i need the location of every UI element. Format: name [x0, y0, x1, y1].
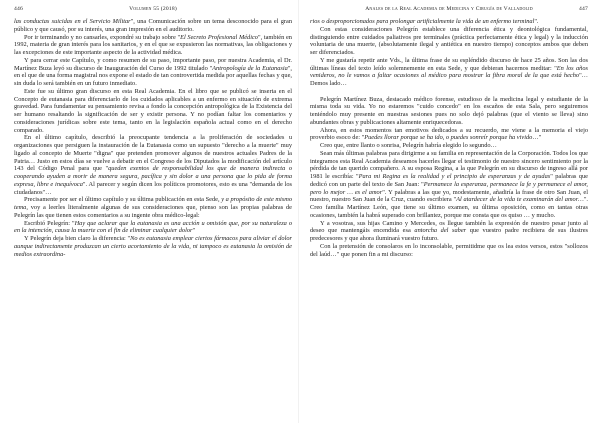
italic-text: y a propósito de este mismo tema — [14, 196, 292, 211]
text-run: Y a vosotras, sus hijas Camino y Mercedes, os llegue también la expresión de nuestro pesar junto al deseo que mantengáis encendida esa — [310, 219, 588, 235]
right-paragraph — [310, 142, 588, 150]
text-run: " palabras que dedicó con un parte del texto de San Juan: " — [310, 173, 588, 188]
left-paragraph — [14, 18, 292, 34]
text-run: Ahora, en estos momentos tan emotivos dedicados a su recuerdo, me viene a la memoria el viejo proverbio esoco de: " — [310, 126, 588, 142]
right-paragraph — [310, 243, 588, 259]
text-run: ". Y palabras a las que yo, modestamente, añadiría la frase de otro San Juan, el nuestro, nuestro San Juan de la Cruz, cuando escribiera " — [310, 188, 589, 204]
italic-text: Al atardecer de la vida te examinarán del amor… — [456, 196, 584, 204]
text-run: Este fue su último gran discurso en esta Real Academia. En el libro que se publicó se inserta en el Concepto de eutanasia para diferenciarlo de los cuidados aplicables a un enfermo en situación de extrema gravedad. Para fundamentar su pensamiento revisa a fondo la concepción antropológica de la Existencia del ser humano resaltando la significación de ser y existir persona. Y no podían faltar los comentarios y consideraciones jurídicas sobre este tema, tanto en la legislación española actual como en el derecho comparado. — [14, 87, 292, 134]
right-page-body — [310, 18, 588, 258]
left-paragraph — [14, 235, 292, 258]
left-paragraph — [14, 34, 292, 57]
text-run: Y me gustaría repetir ante Vds., la última frase de su espléndido discurso de hace 25 años. Son las dos últimas líneas del texto leído solemnemente en esta Sede, y que debieran hacernos meditar: " — [310, 56, 588, 72]
italic-text: En los años venideros, no le vamos a faltar ocasiones al médico para mostrar la fibra moral de la que está hecho — [310, 64, 588, 80]
left-running-head: Volumen 55 (2018) — [129, 6, 177, 12]
italic-text: El Secreto Profesional Médico — [180, 33, 258, 41]
left-page-number: 446 — [14, 6, 23, 12]
right-paragraph — [310, 26, 588, 57]
text-run: Con estas consideraciones Pelegrín establece una diferencia ética y deontológica fundamental, distinguiendo entre cuidados paliativos pre terminales (práctica perfectamente ética y legal) y la inducción voluntaria de una muerte, (absolutamente ilegal y antiética en nuestro tiempo) conceptos ambos que deben ser diferenciados. — [310, 25, 588, 56]
gutter — [298, 0, 299, 423]
text-run: que vuestro padre recibiera de sus ilustres predecesores y que ahora iluminará vuestro futuro. — [310, 227, 588, 242]
left-page-body — [14, 18, 292, 258]
italic-text: Puedes llorar porque se ha ido, o puedes sonreír porque ha vivido — [364, 134, 533, 142]
right-page — [310, 0, 588, 423]
italic-text: Hay que aclarar que la eutanasia es una acción u omisión que, por su naturaleza o en la intención, causa la muerte con el fin de eliminar cualquier dolor — [14, 219, 292, 235]
text-run: Precisamente por ser el último capítulo y su última publicación en esta Sede, — [24, 196, 222, 204]
italic-text: No es eutanasia emplear ciertos fármacos para aliviar el dolor aunque indirectamente produzcan un cierto acortamiento de la vida, ni tampoco es eutanasia la omisión de medios extraordina- — [14, 235, 292, 258]
text-run: Pelegrín Martínez Buza, destacado médico forense, estudioso de la medicina legal y estudiante de la misma toda su vida. Yo no estaremos "cuido concedo" en los escaños de esta Sala, pero seguiremos teniéndolo muy presente en nuestras sesiones pues no solo dejó palabras (que el viento se lleva) sino abundantes obras y publicaciones altamente enriquecedoras. — [310, 95, 588, 126]
text-run: Creo que, entre llanto o sonrisa, Pelegrín habría elegido lo segundo… — [320, 142, 497, 149]
right-paragraph — [310, 220, 588, 243]
right-page-header — [310, 0, 588, 18]
right-paragraph — [310, 127, 588, 143]
text-run: Por ir terminando y no cansarles, expondré su trabajo sobre " — [24, 33, 181, 41]
text-run: ", una Comunicación sobre un tema desconocido para el gran público y que causó, por su interés, una gran impresión en el auditorio. — [14, 18, 292, 33]
text-run: Sean más últimas palabras para dirigirme a su familia en representación de la Corporación. Todos los que integramos esta Real Academia deseamos hacerles llegar el testimonio de nuestro sincero sentimiento por la pérdida de tan querido compañero. A su esposa Regina, a la que Pelegrín en su discurso de ingreso allá por 1981 le escribía: " — [310, 149, 588, 180]
right-paragraph — [310, 96, 588, 127]
left-paragraph — [14, 196, 292, 219]
italic-text: Para mi Regina es la realidad y el principio de esperanzas y de ayudas — [358, 173, 551, 180]
italic-text: Antropología de la Eutanasia — [212, 64, 288, 72]
text-run: Y Pelegrín deja bien claro la diferencia: " — [24, 235, 131, 242]
text-run: , voy a leerles literalmente algunas de sus consideraciones que, pienso son las propias palabras de Pelegrín las que tienen estos comentarios a su ingente obra médico-legal: — [14, 204, 292, 219]
left-page-header — [14, 0, 292, 18]
italic-text: las conductas suicidas en el Servicio Militar — [14, 18, 131, 25]
text-run: ", también en 1992, materia de gran interés para los sanitarios, y en el que se expusieron las normativas, las obligaciones y las excepciones de este importante aspecto de la actividad médica. — [14, 33, 292, 56]
text-run: "…Demos lado… — [310, 72, 588, 87]
italic-text: rios o desproporcionados para prolongar artificialmente la vida de un enfermo terminal — [310, 18, 535, 25]
right-page-number: 447 — [579, 6, 588, 12]
text-run: " — [192, 227, 196, 235]
right-paragraph — [310, 57, 588, 88]
text-run: ". Creo familia Martínez León, que tiene su último examen, su última oposición, como en tantas otras ocasiones, también la habrá superado con brillantez, porque me consta que os quiso … y mucho. — [310, 196, 588, 219]
left-paragraph — [14, 57, 292, 88]
left-paragraph — [14, 134, 292, 196]
text-run: ", en el que de una forma magistral nos expone el estado de tan controvertida medida por aquellas fechas y que, sin duda lo será también en un futuro inmediato. — [14, 64, 292, 87]
italic-text: Permanece la esperanza, permanece la fe y permanece el amor, pero lo mejor … es el amor — [310, 180, 588, 196]
text-run: Con la pretensión de consolaros en lo inconsolable, permitidme que os lea estos versos, estos "sollozos del laúd…" que ponen fin a mi discurso: — [310, 242, 588, 258]
text-run: ". — [534, 18, 539, 25]
right-paragraph — [310, 18, 588, 26]
text-run: En el último capítulo, describió la preocupante tendencia a la proliferación de sociedades u organizaciones que persiguen la instauración de la Eutanasia como un supuesto "derecho a la muerte" muy ligado al concepto de Muerte "digna" que pretenden promover algunos de nuestros actuales Padres de la Patria… Justo en estos días se vuelve a debatir en el Congreso de los Diputados la modificación del artículo 143 del Código Penal para que " — [14, 134, 292, 173]
text-run: Escribió Pelegrín: " — [24, 219, 75, 227]
text-run: ". Al parecer y según dicen los políticos promotores, esto es una "demanda de los ciudadanos"… — [14, 180, 293, 196]
text-run: Y para cerrar este Capítulo, y como resumen de su paso, importante paso, por nuestra Academia, el Dr. Martínez Buza leyó su discurso de Inauguración del Curso de 1992 titulado " — [14, 56, 292, 72]
italic-text: antorcha del saber — [414, 227, 467, 235]
italic-text: queden exentos de responsabilidad los que de manera indirecta o cooperando ayuden a morir de manera segura, pacífica y sin dolor a una persona que lo pida de forma expresa, libre e inequívoca — [14, 165, 292, 188]
left-paragraph — [14, 88, 292, 135]
right-paragraph — [310, 150, 588, 220]
left-page — [14, 0, 292, 423]
right-running-head: Anales de la Real Academia de Medicina y Cirugía de Valladolid — [365, 6, 533, 12]
left-paragraph — [14, 220, 292, 236]
text-run: …" — [532, 134, 542, 142]
